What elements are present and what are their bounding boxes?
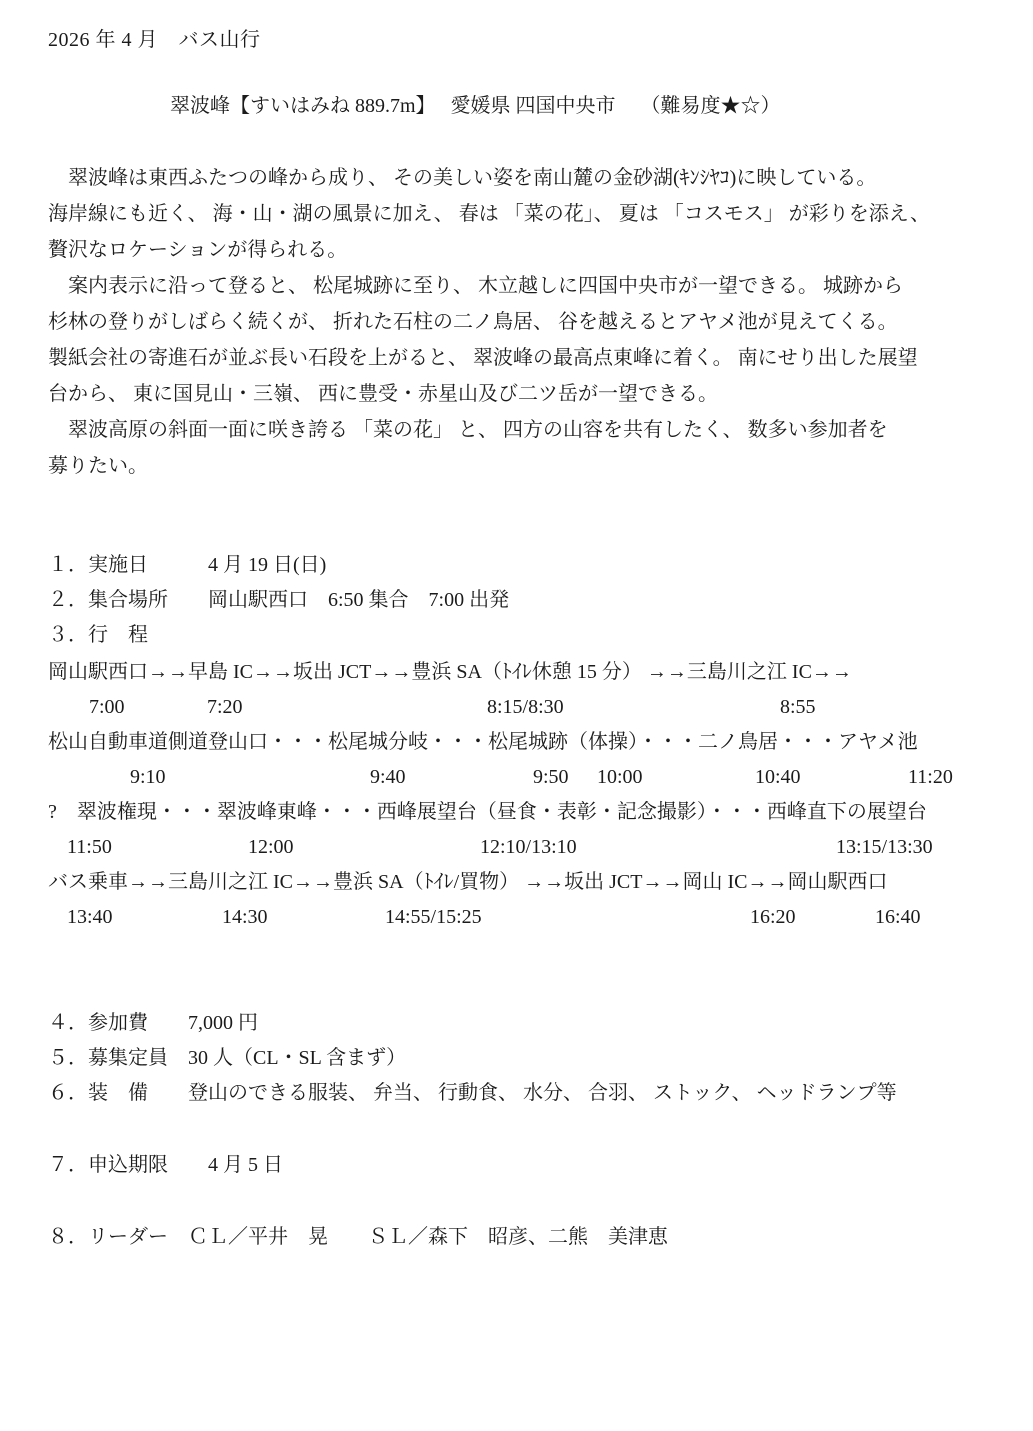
time-value: 9:40 <box>370 766 406 788</box>
time-value: 16:20 <box>750 906 796 928</box>
time-value: 13:40 <box>67 906 113 928</box>
time-value: 11:20 <box>908 766 953 788</box>
time-value: 12:10/13:10 <box>480 836 577 858</box>
item-capacity: ５．募集定員 30 人（CL・SL 含まず） <box>48 1047 407 1069</box>
item-leaders: ８．リーダー ＣＬ／平井 晃 ＳＬ／森下 昭彦、二熊 美津恵 <box>48 1226 668 1248</box>
intro-paragraph-3 <box>48 412 1013 484</box>
time-value: 8:15/8:30 <box>487 696 564 718</box>
item-date: １．実施日 4 月 19 日(日) <box>48 554 327 576</box>
itinerary-stations-row2: 松山自動車道側道登山口・・・松尾城分岐・・・松尾城跡（体操）・・・二ノ鳥居・・・アヤメ池 <box>48 731 918 753</box>
time-value: 9:10 <box>130 766 166 788</box>
intro-paragraph-2 <box>48 268 1013 412</box>
paragraph-line: 案内表示に沿って登ると、 松尾城跡に至り、 木立越しに四国中央市が一望できる。 城跡から <box>48 275 903 297</box>
paragraph-line: 杉林の登りがしばらく続くが、 折れた石柱の二ノ鳥居、 谷を越えるとアヤメ池が見えてくる。 <box>48 311 898 333</box>
paragraph-line: 台から、 東に国見山・三嶺、 西に豊受・赤星山及び二ツ岳が一望できる。 <box>48 383 718 405</box>
itinerary-stations-row1: 岡山駅西口→→早島 IC→→坂出 JCT→→豊浜 SA（ﾄｲﾚ休憩 15 分） →→三島川之江 IC→→ <box>48 661 852 683</box>
time-value: 10:40 <box>755 766 801 788</box>
time-value: 10:00 <box>597 766 643 788</box>
paragraph-line: 翠波高原の斜面一面に咲き誇る 「菜の花」 と、 四方の山容を共有したく、 数多い参加者を <box>48 419 888 441</box>
itinerary-stations-row4: バス乗車→→三島川之江 IC→→豊浜 SA（ﾄｲﾚ/買物） →→坂出 JCT→→岡山 IC→→岡山駅西口 <box>48 871 888 893</box>
time-value: 7:20 <box>207 696 243 718</box>
itinerary-stations-row3: ? 翠波権現・・・翠波峰東峰・・・西峰展望台（昼食・表彰・記念撮影）・・・西峰直下の展望台 <box>48 801 927 823</box>
time-value: 16:40 <box>875 906 921 928</box>
item-application-deadline: ７．申込期限 4 月 5 日 <box>48 1154 283 1176</box>
itinerary-times-row3 <box>0 829 1033 865</box>
intro-paragraph-1 <box>48 160 1013 268</box>
page-title: 翠波峰【すいはみね 889.7m】 愛媛県 四国中央市 （難易度★☆） <box>170 95 781 117</box>
itinerary-times-row1 <box>0 689 1033 725</box>
time-value: 8:55 <box>780 696 816 718</box>
time-value: 13:15/13:30 <box>836 836 933 858</box>
item-meeting-place: ２．集合場所 岡山駅西口 6:50 集合 7:00 出発 <box>48 589 510 611</box>
time-value: 12:00 <box>248 836 294 858</box>
item-itinerary-heading: ３．行 程 <box>48 624 148 646</box>
item-fee: ４．参加費 7,000 円 <box>48 1012 258 1034</box>
paragraph-line: 贅沢なロケーションが得られる。 <box>48 239 348 261</box>
itinerary-times-row2 <box>0 759 1033 795</box>
itinerary-times-row4 <box>0 899 1033 935</box>
time-value: 11:50 <box>67 836 112 858</box>
paragraph-line: 海岸線にも近く、 海・山・湖の風景に加え、 春は 「菜の花」、 夏は 「コスモス」 が彩りを添え、 <box>48 203 930 225</box>
paragraph-line: 製紙会社の寄進石が並ぶ長い石段を上がると、 翠波峰の最高点東峰に着く。 南にせり出した展望 <box>48 347 918 369</box>
document-header: 2026 年 4 月 バス山行 <box>48 29 261 51</box>
time-value: 14:30 <box>222 906 268 928</box>
time-value: 9:50 <box>533 766 569 788</box>
item-equipment: ６．装 備 登山のできる服装、 弁当、 行動食、 水分、 合羽、 ストック、 ヘッドランプ等 <box>48 1082 897 1104</box>
time-value: 14:55/15:25 <box>385 906 482 928</box>
paragraph-line: 募りたい。 <box>48 455 148 477</box>
paragraph-line: 翠波峰は東西ふたつの峰から成り、 その美しい姿を南山麓の金砂湖(ｷﾝｼﾔｺ)に映している。 <box>48 167 877 189</box>
time-value: 7:00 <box>89 696 125 718</box>
